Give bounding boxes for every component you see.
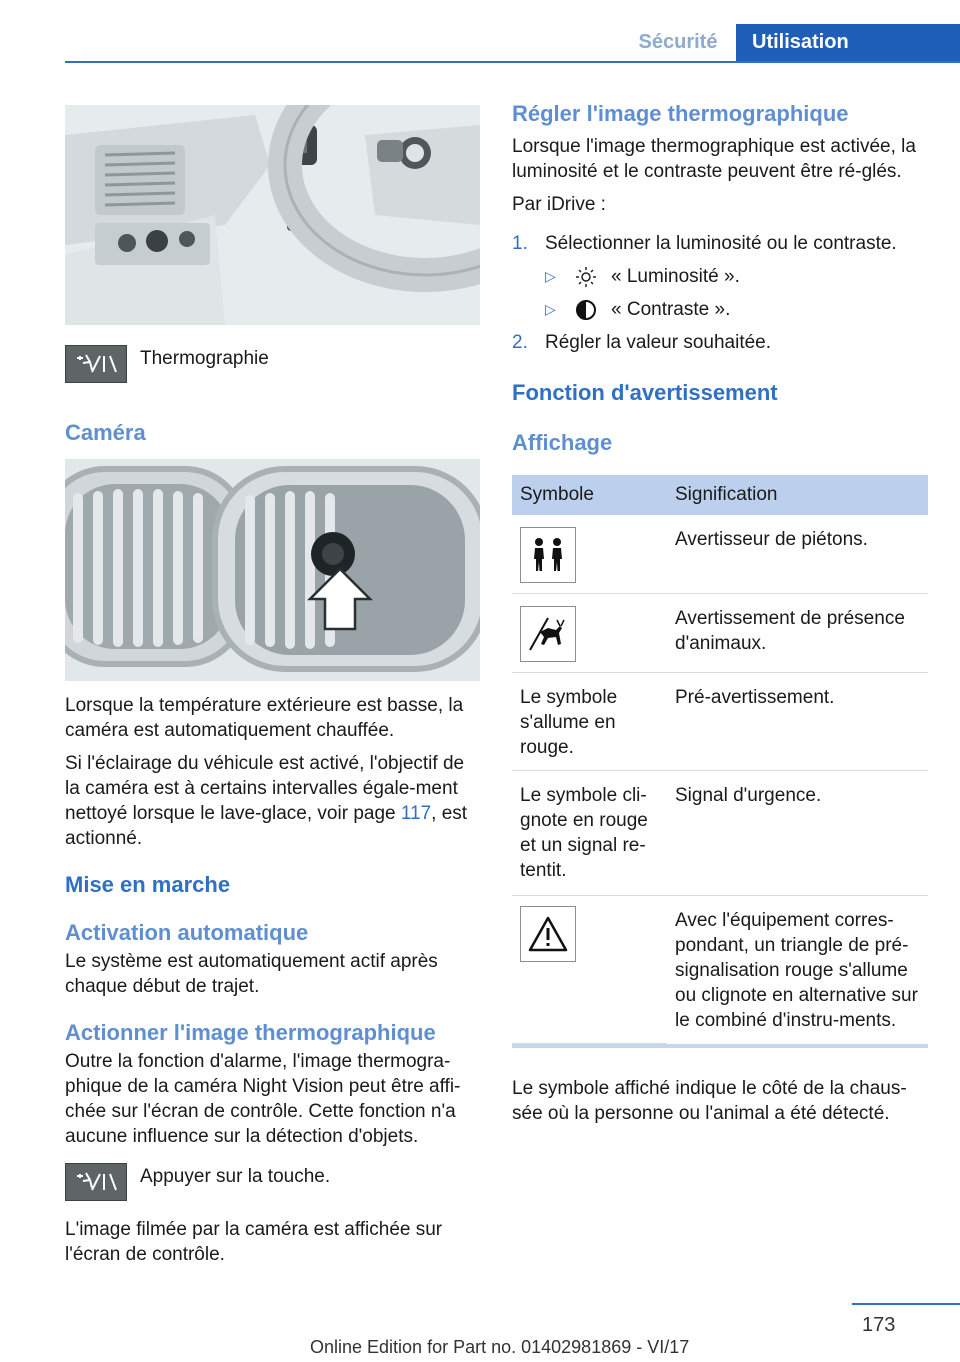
table-header-signification: Signification <box>667 475 928 515</box>
warning-triangle-icon <box>520 906 576 962</box>
regler-heading: Régler l'image thermographique <box>512 101 849 126</box>
symbol-table <box>512 475 928 1044</box>
tab-utilisation[interactable]: Utilisation <box>736 24 960 61</box>
camera-paragraph-2-text: Si l'éclairage du véhicule est activé, l'objectif de la caméra est à certains intervalles égale-ment nettoyé lorsque le lave-glace, voir page <box>65 753 465 824</box>
table-cell-meaning: Avertisseur de piétons. <box>667 515 928 594</box>
thermography-button-row <box>65 345 480 383</box>
activation-heading: Activation automatique <box>65 920 309 945</box>
idrive-label: Par iDrive : <box>512 194 606 215</box>
camera-paragraph-2 <box>65 751 480 851</box>
step-text: Sélectionner la luminosité ou le contraste. <box>545 233 897 254</box>
press-label: Appuyer sur la touche. <box>140 1166 331 1187</box>
left-column <box>65 105 480 1267</box>
mise-en-marche-heading: Mise en marche <box>65 872 231 897</box>
table-row <box>512 771 928 896</box>
sub-item-luminosite <box>545 264 928 289</box>
page-link-117[interactable]: 117 <box>400 803 432 824</box>
right-column <box>512 100 928 1126</box>
sub-item-contraste <box>545 297 928 322</box>
pedestrians-icon <box>520 527 576 583</box>
sub-item-text: « Luminosité ». <box>611 266 740 287</box>
table-cell-meaning: Pré-avertissement. <box>667 673 928 771</box>
table-cell-symbol <box>512 896 667 1044</box>
sun-icon <box>575 266 611 288</box>
edition-footer: Online Edition for Part no. 01402981869 - VI/17 <box>310 1337 690 1357</box>
table-cell-symbol: Le symbole cli-gnote en rouge et un signal re-tentit. <box>512 771 667 896</box>
contrast-icon <box>575 299 611 321</box>
footer-rule <box>852 1303 960 1305</box>
table-cell-meaning: Signal d'urgence. <box>667 771 928 896</box>
steps-list-2 <box>512 330 928 355</box>
step-text: Régler la valeur souhaitée. <box>545 332 772 353</box>
steps-list <box>512 231 928 256</box>
table-row <box>512 896 928 1044</box>
page-header <box>0 0 960 62</box>
press-button-row <box>65 1163 480 1201</box>
thermography-label: Thermographie <box>140 348 269 369</box>
camera-paragraph-2-end: , est actionné. <box>65 803 468 849</box>
bullet-triangle-icon: ▷ <box>545 301 556 317</box>
fonction-heading: Fonction d'avertissement <box>512 380 778 405</box>
table-cell-meaning: Avertissement de présence d'animaux. <box>667 594 928 673</box>
step-2 <box>512 330 928 355</box>
table-row <box>512 673 928 771</box>
step-number: 1. <box>512 233 528 254</box>
header-rule <box>65 61 960 63</box>
animal-icon <box>520 606 576 662</box>
actionner-paragraph: Outre la fonction d'alarme, l'image thermogra-phique de la caméra Night Vision peut être affi-chée sur l'écran de contrôle. Cette fonction n'a aucune influence sur la détection d'objets. <box>65 1051 461 1147</box>
table-row <box>512 594 928 673</box>
table-bottom-rule <box>512 1044 928 1048</box>
night-vision-button-icon <box>65 345 127 383</box>
sub-item-text: « Contraste ». <box>611 299 731 320</box>
step-number: 2. <box>512 332 528 353</box>
final-paragraph-right: Le symbole affiché indique le côté de la chaus-sée où la personne ou l'animal a été détecté. <box>512 1077 907 1124</box>
bullet-triangle-icon: ▷ <box>545 268 556 284</box>
step-1 <box>512 231 928 256</box>
page-number: 173 <box>862 1314 896 1336</box>
affichage-heading: Affichage <box>512 430 613 455</box>
table-cell-symbol: Le symbole s'allume en rouge. <box>512 673 667 771</box>
table-cell-meaning: Avec l'équipement corres-pondant, un triangle de pré-signalisation rouge s'allume ou clignote en alternative sur le combiné d'instru-ments. <box>675 910 918 1031</box>
table-cell-symbol <box>512 594 667 673</box>
table-header-symbole: Symbole <box>512 475 667 515</box>
regler-paragraph: Lorsque l'image thermographique est activée, la luminosité et le contraste peuvent être ré-glés. <box>512 136 916 182</box>
actionner-heading: Actionner l'image thermographique <box>65 1020 436 1045</box>
table-cell-symbol <box>512 515 667 594</box>
camera-photo <box>65 459 480 681</box>
camera-paragraph-1: Lorsque la température extérieure est basse, la caméra est automatiquement chauffée. <box>65 695 464 741</box>
activation-paragraph: Le système est automatiquement actif après chaque début de trajet. <box>65 951 438 997</box>
night-vision-button-icon <box>65 1163 127 1201</box>
table-row <box>512 515 928 594</box>
dashboard-photo <box>65 105 480 325</box>
final-paragraph-left: L'image filmée par la caméra est affichée sur l'écran de contrôle. <box>65 1219 443 1265</box>
tab-securite[interactable]: Sécurité <box>638 31 718 53</box>
camera-heading: Caméra <box>65 420 146 445</box>
